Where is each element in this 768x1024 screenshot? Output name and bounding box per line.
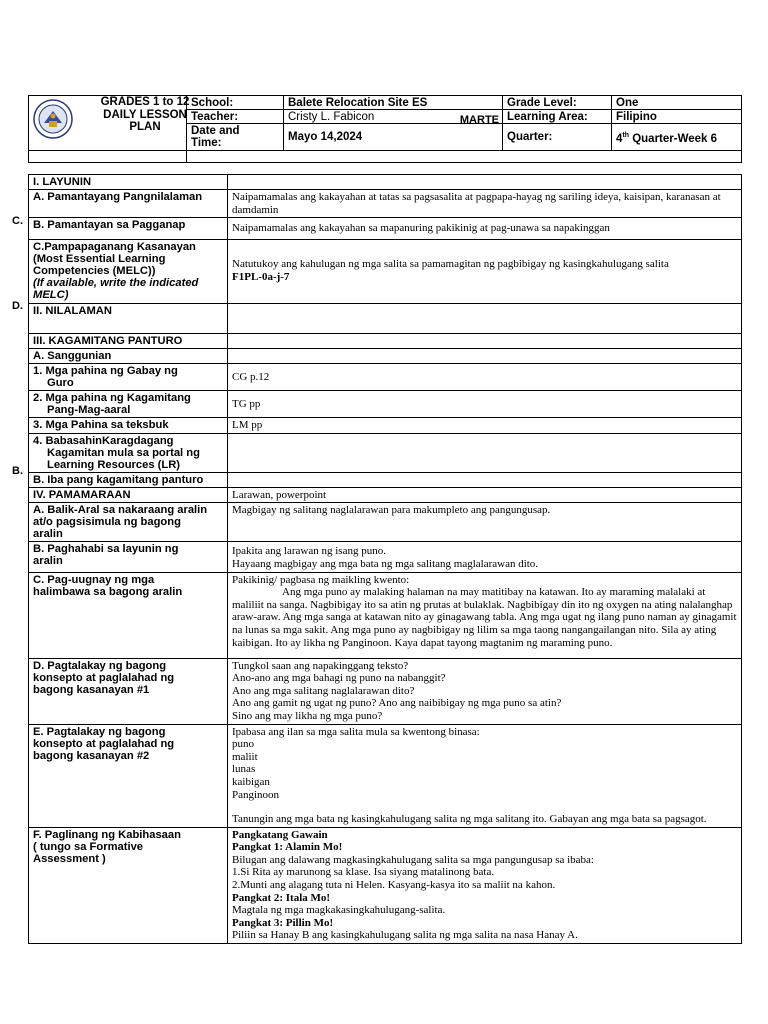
lesson-plan-table xyxy=(28,174,742,944)
pagtalakay-2-label xyxy=(29,724,228,827)
pagtalakay-1-label xyxy=(29,658,228,724)
paghahabi-text-2: Hayaang magbigay ang mga bata ng mga salitang maglalarawan dito. xyxy=(232,557,539,570)
teksbuk-label: 3. Mga Pahina sa teksbuk xyxy=(29,418,228,434)
paghahabi-label xyxy=(29,542,228,572)
melc-label-line-1: C.Pampapaganang Kasanayan xyxy=(33,241,196,254)
pagtalakay-1-line-2: konsepto at paglalahad ng xyxy=(33,671,175,684)
melc-label-line-4: (If available, write the indicated xyxy=(33,277,199,290)
deped-seal-icon xyxy=(33,99,73,139)
balik-aral-value: Magbigay ng salitang naglalarawan para makumpleto ang pangungusap. xyxy=(228,503,742,542)
lr-line-1: 4. BabasahinKaragdagang xyxy=(33,434,174,447)
pangkat-3-title: Pangkat 3: Pillin Mo! xyxy=(232,916,334,929)
header-title-cell xyxy=(29,96,190,151)
learning-area-label: Learning Area: xyxy=(503,110,612,124)
quarter-suffix: th xyxy=(622,131,630,139)
melc-label-line-3: Competencies (MELC)) xyxy=(33,265,156,278)
pangkat-1-item: 2.Munti ang alagang tuta ni Helen. Kasyang-kasya ito sa maliit na kahon. xyxy=(232,879,556,892)
header-blank-right xyxy=(187,151,742,163)
learning-resources-value xyxy=(228,433,742,472)
paglinang-line-1: F. Paglinang ng Kabihasaan xyxy=(33,828,181,841)
pagtalakay-1-value xyxy=(228,658,742,724)
word-list-outro: Tanungin ang mga bata ng kasingkahulugang salita ng mga salitang ito. Gabayan ang mga bata sa pagsagot. xyxy=(232,813,707,826)
kwento-paragraph: Ang mga puno ay malaking halaman na may matitibay na katawan. Ito ay maraming malalaki at maliliit na sanga. Nagbibigay ito sa atin ng prutas at bulaklak. Nagbibigay din ito ng oxygen na ating nalalanghap araw-araw. Ang mga sanga at katawan nito ay ginagawang tabla. Ang mga ugat ng ilang puno naman ay ginagamit na lunas sa mga sakit. Ang mga puno ay nagbibigay ng lilim sa mga taong nangangailangan nito. Sila ay ating kaibigan. Ito ay likha ng Panginoon. Kaya dapat tayong magtanim ng maraming puno. xyxy=(232,586,737,649)
gabay-guro-label xyxy=(29,364,228,391)
word-item: Panginoon xyxy=(232,788,280,801)
quarter-value xyxy=(612,124,742,151)
teksbuk-value: LM pp xyxy=(228,418,742,434)
kagamitang-heading: III. KAGAMITANG PANTURO xyxy=(29,334,228,349)
balik-aral-label xyxy=(29,503,228,542)
pamantayang-pangnilalaman-label: A. Pamantayang Pangnilalaman xyxy=(29,190,228,218)
pagtalakay-1-line-1: D. Pagtalakay ng bagong xyxy=(33,659,167,672)
learning-area-value: Filipino xyxy=(612,110,742,124)
paghahabi-text-1: Ipakita ang larawan ng isang puno. xyxy=(232,545,386,558)
nilalaman-value xyxy=(228,304,742,334)
grades-line-3: PLAN xyxy=(129,121,161,133)
melc-value xyxy=(228,240,742,304)
quarter-label: Quarter: xyxy=(503,124,612,151)
balik-line-3: aralin xyxy=(33,528,63,541)
lr-line-3: Learning Resources (LR) xyxy=(47,458,181,471)
question-item: Sino ang may likha ng mga puno? xyxy=(232,709,383,722)
quarter-week: Quarter-Week 6 xyxy=(629,132,718,145)
paglinang-line-2: ( tungo sa Formative xyxy=(33,840,144,853)
grade-level-value: One xyxy=(612,96,742,110)
layunin-value xyxy=(228,175,742,190)
pag-uugnay-intro: Pakikinig/ pagbasa ng maikling kwento: xyxy=(232,573,410,586)
paghahabi-line-2: aralin xyxy=(33,555,63,568)
pangkat-2-desc: Magtala ng mga magkakasingkahulugang-salita. xyxy=(232,904,446,917)
pagtalakay-2-value xyxy=(228,724,742,827)
kagamitang-pang-value: TG pp xyxy=(228,391,742,418)
iba-pang-kagamitang-label: B. Iba pang kagamitang panturo xyxy=(29,472,228,487)
pagtalakay-2-line-1: E. Pagtalakay ng bagong xyxy=(33,725,166,738)
paghahabi-line-1: B. Paghahabi sa layunin ng xyxy=(33,543,179,556)
pagtalakay-2-line-2: konsepto at paglalahad ng xyxy=(33,737,175,750)
pamamaraan-heading: IV. PAMAMARAAN xyxy=(29,487,228,503)
paghahabi-value xyxy=(228,542,742,572)
pamantayan-pagganap-value: Naipamamalas ang kakayahan sa mapanuring pakikinig at pag-unawa sa napakinggan xyxy=(228,218,742,240)
pamantayang-pangnilalaman-value: Naipamamalas ang kakayahan at tatas sa pagsasalita at pagpapa-hayag ng sariling ideya, kaisipan, karanasan at damdamin xyxy=(228,190,742,218)
word-item: kaibigan xyxy=(232,775,270,788)
kagamitang-pang-label xyxy=(29,391,228,418)
sanggunian-value xyxy=(228,349,742,364)
melc-text: Natutukoy ang kahulugan ng mga salita sa pamamagitan ng pagbibigay ng kasingkahulugang salita xyxy=(232,258,669,271)
pag-uugnay-value xyxy=(228,572,742,658)
sanggunian-label: A. Sanggunian xyxy=(29,349,228,364)
pag-uugnay-label xyxy=(29,572,228,658)
margin-mark-d: D. xyxy=(12,300,23,312)
melc-label xyxy=(29,240,228,304)
nilalaman-heading: II. NILALAMAN xyxy=(29,304,228,334)
paglinang-value xyxy=(228,827,742,943)
melc-code: F1PL-0a-j-7 xyxy=(232,270,290,283)
word-item: lunas xyxy=(232,763,256,776)
school-value: Balete Relocation Site ES xyxy=(284,96,503,110)
gabay-line-1: 1. Mga pahina ng Gabay ng xyxy=(33,365,178,378)
grades-line-1: GRADES 1 to 12 xyxy=(100,96,190,108)
date-label xyxy=(187,124,284,151)
date-value: Mayo 14,2024 xyxy=(284,124,503,151)
margin-mark-b: B. xyxy=(12,465,23,477)
learning-resources-label xyxy=(29,433,228,472)
word-item: maliit xyxy=(232,750,258,763)
teacher-value-cell xyxy=(284,110,503,124)
date-label-line-2: Time: xyxy=(191,137,222,149)
word-item: puno xyxy=(232,738,254,751)
pamantayan-pagganap-label: B. Pamantayan sa Pagganap xyxy=(29,218,228,240)
pangkat-1-title: Pangkat 1: Alamin Mo! xyxy=(232,841,343,854)
pangkat-2-title: Pangkat 2: Itala Mo! xyxy=(232,891,331,904)
pangkat-1-item: 1.Si Rita ay marunong sa klase. Isa siyang matalinong bata. xyxy=(232,866,495,879)
quarter-number: 4 xyxy=(616,132,623,145)
header-blank-left xyxy=(29,151,187,163)
teacher-value: Cristy L. Fabicon xyxy=(288,110,375,123)
question-item: Ano ang gamit ng ugat ng puno? Ano ang naibibigay ng mga puno sa atin? xyxy=(232,697,562,710)
pangkatang-gawain-title: Pangkatang Gawain xyxy=(232,828,328,841)
grades-line-2: DAILY LESSON xyxy=(103,108,187,121)
pag-uugnay-line-2: halimbawa sa bagong aralin xyxy=(33,585,183,598)
teacher-label: Teacher: xyxy=(187,110,284,124)
pang-line-2: Pang-Mag-aaral xyxy=(47,404,131,417)
header-table xyxy=(28,95,742,163)
grade-level-label: Grade Level: xyxy=(503,96,612,110)
lr-line-2: Kagamitan mula sa portal ng xyxy=(47,446,200,459)
melc-label-line-5: MELC) xyxy=(33,289,69,302)
pangkat-1-desc: Bilugan ang dalawang magkasingkahulugang salita sa mga pangungusap sa ibaba: xyxy=(232,853,594,866)
balik-line-1: A. Balik-Aral sa nakaraang aralin xyxy=(33,504,208,517)
margin-mark-c: C. xyxy=(12,215,23,227)
question-item: Ano-ano ang mga bahagi ng puno na nabanggit? xyxy=(232,672,446,685)
pagtalakay-1-line-3: bagong kasanayan #1 xyxy=(33,683,150,696)
melc-label-line-2: (Most Essential Learning xyxy=(33,253,166,266)
layunin-heading: I. LAYUNIN xyxy=(29,175,228,190)
kagamitang-value xyxy=(228,334,742,349)
school-label: School: xyxy=(187,96,284,110)
paglinang-line-3: Assessment ) xyxy=(33,852,106,865)
pamamaraan-value: Larawan, powerpoint xyxy=(228,487,742,503)
question-item: Tungkol saan ang napakinggang teksto? xyxy=(232,659,409,672)
gabay-guro-value: CG p.12 xyxy=(228,364,742,391)
grades-title xyxy=(89,96,201,134)
date-label-line-1: Date and xyxy=(191,125,240,137)
paglinang-label xyxy=(29,827,228,943)
word-list-intro: Ipabasa ang ilan sa mga salita mula sa kwentong binasa: xyxy=(232,725,480,738)
pagtalakay-2-line-3: bagong kasanayan #2 xyxy=(33,749,150,762)
question-item: Ano ang mga salitang naglalarawan dito? xyxy=(232,684,415,697)
teacher-day: MARTE xyxy=(459,114,499,126)
pag-uugnay-line-1: C. Pag-uugnay ng mga xyxy=(33,573,155,586)
iba-pang-kagamitang-value xyxy=(228,472,742,487)
pang-line-1: 2. Mga pahina ng Kagamitang xyxy=(33,392,191,405)
pangkat-3-desc: Piliin sa Hanay B ang kasingkahulugang salita ng mga salita na nasa Hanay A. xyxy=(232,929,578,942)
balik-line-2: at/o pagsisimula ng bagong xyxy=(33,516,181,529)
gabay-line-2: Guro xyxy=(47,377,74,390)
